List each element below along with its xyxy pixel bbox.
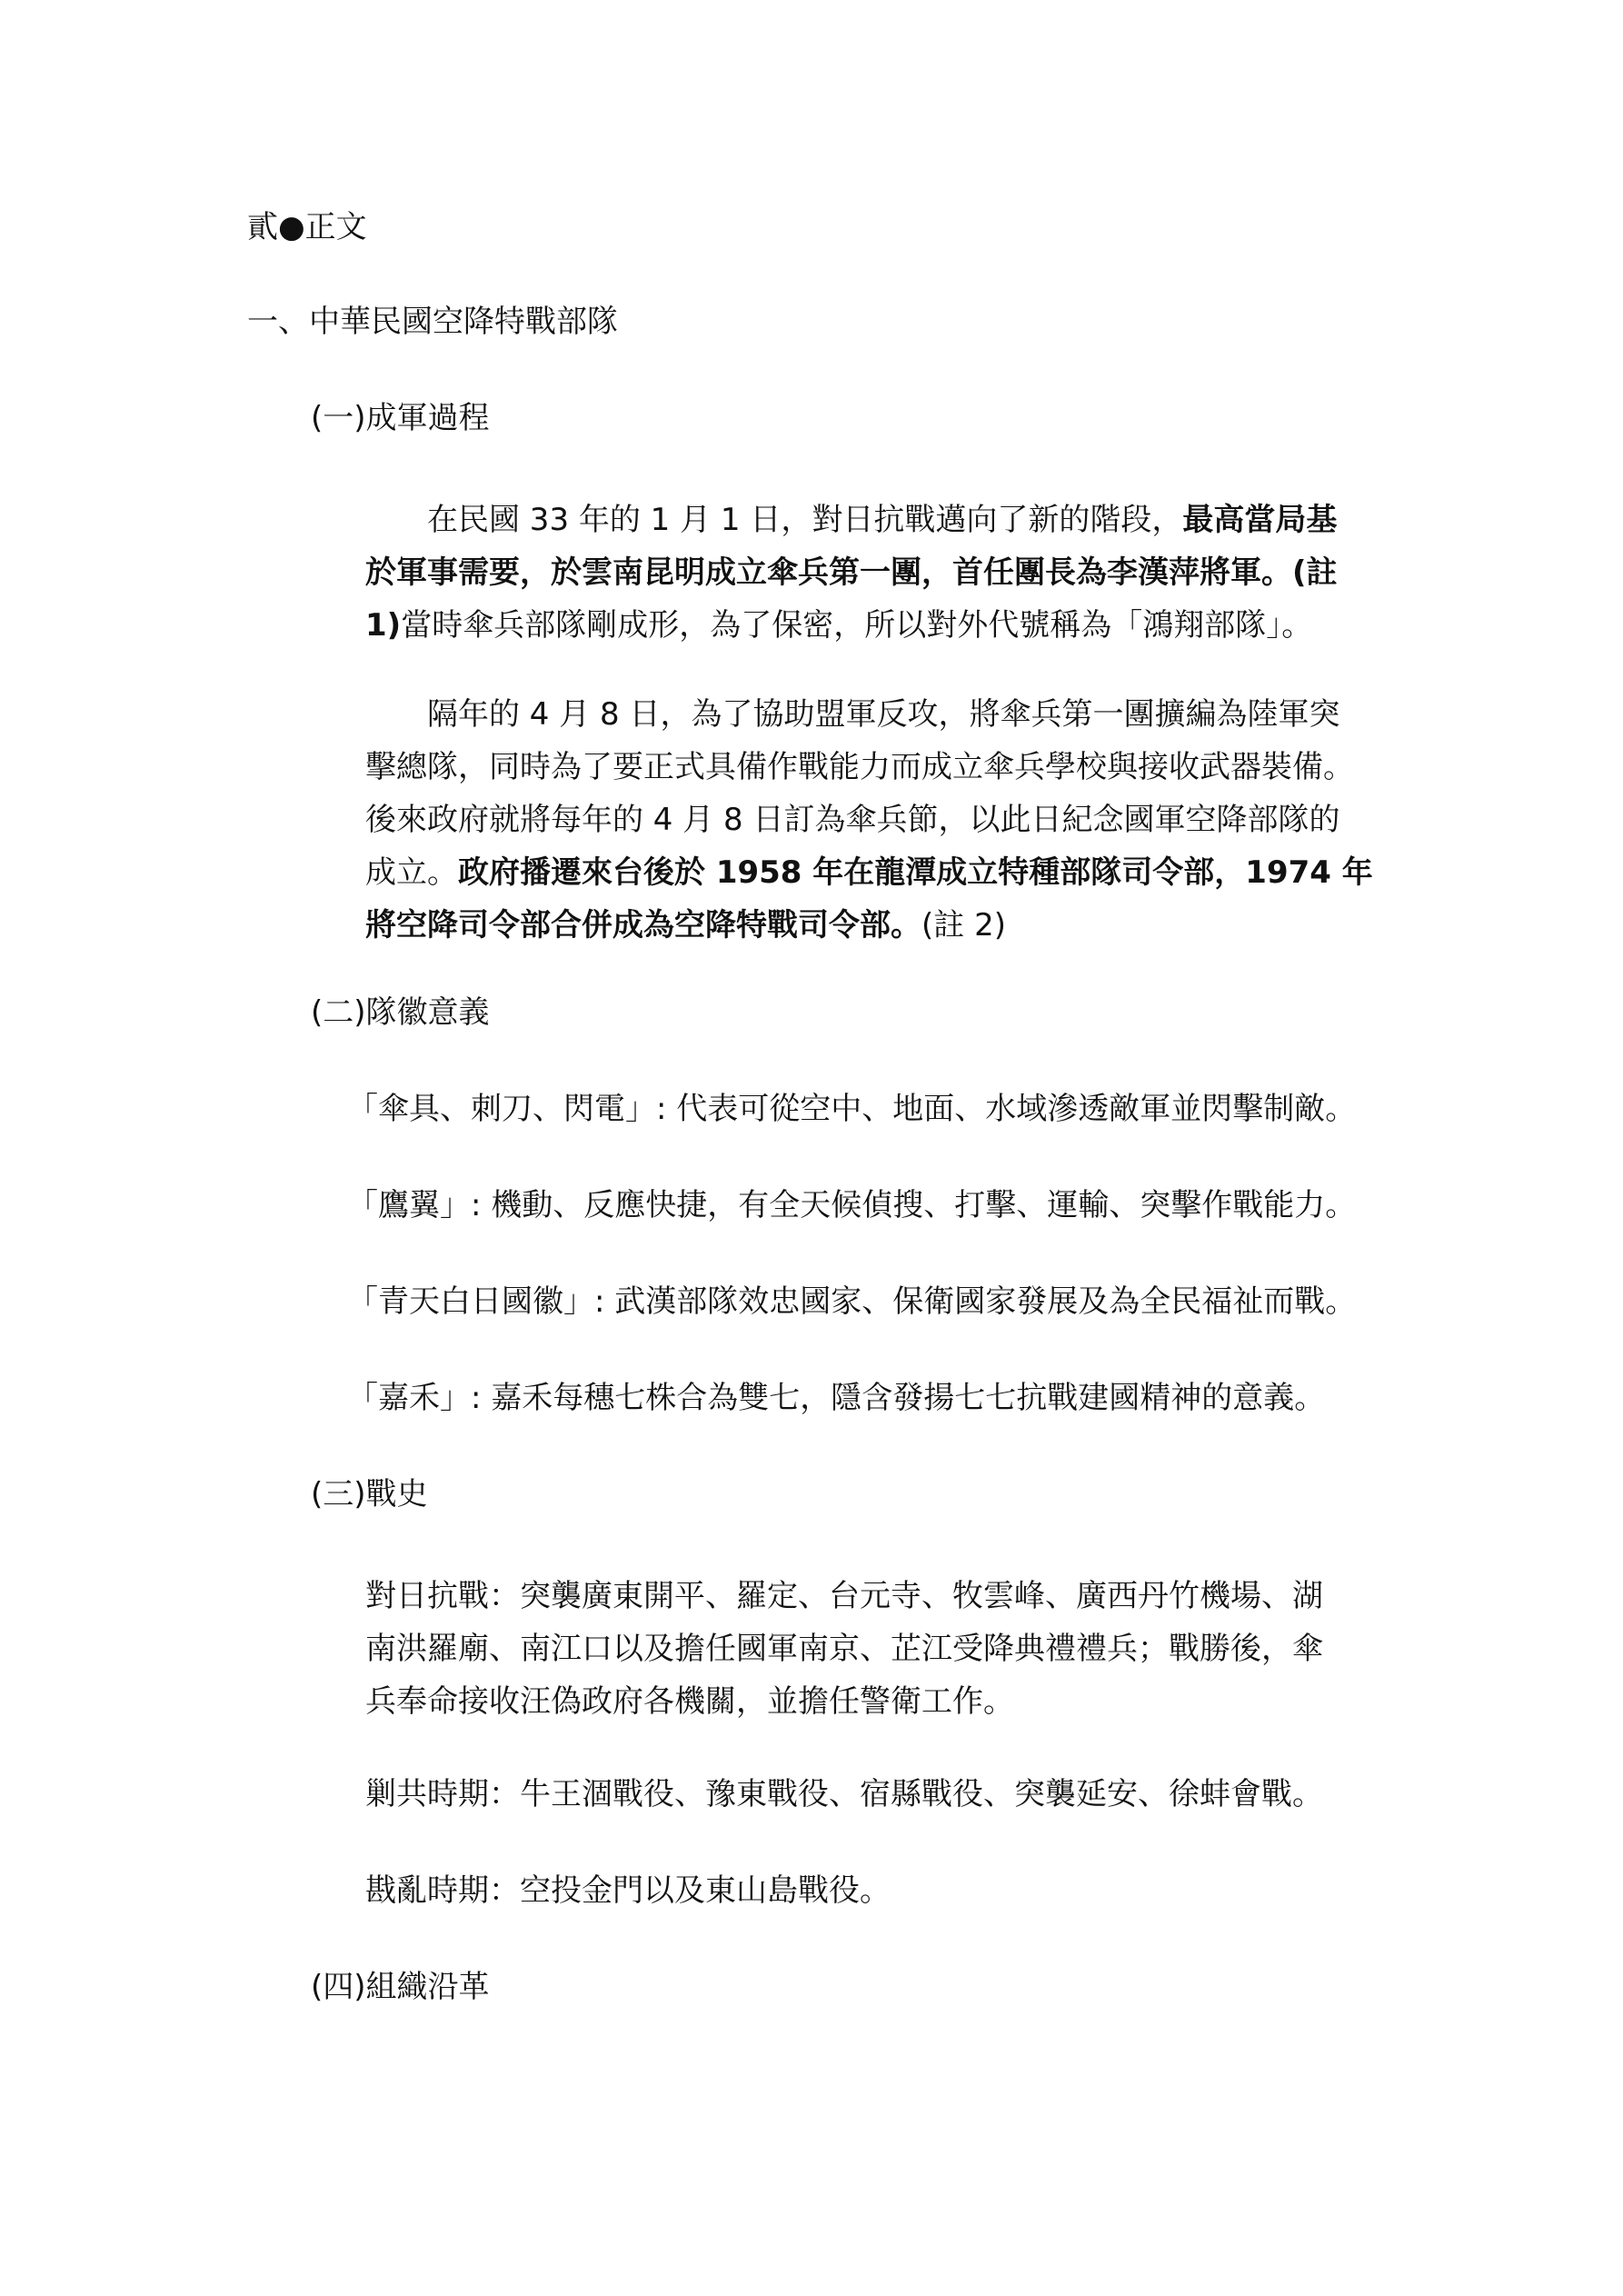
paragraph-line (365, 899, 1392, 952)
subsection-title-4: (四)組織沿革 (311, 1969, 490, 2005)
paragraph-history-1 (365, 1570, 1392, 1728)
paragraph-line: 於軍事需要，於雲南昆明成立傘兵第一團，首任團長為李漢萍將軍。(註 (365, 554, 1338, 591)
text-normal: (註 2) (921, 907, 1006, 943)
paragraph-line: 隔年的 4 月 8 日，為了協助盟軍反攻，將傘兵第一團擴編為陸軍突 (427, 696, 1340, 733)
paragraph-formation-2 (365, 688, 1392, 952)
emblem-item: 「鷹翼」: 機動、反應快捷，有全天候偵搜、打擊、運輸、突擊作戰能力。 (347, 1187, 1357, 1223)
paragraph-line: 南洪羅廟、南江口以及擔任國軍南京、芷江受降典禮禮兵；戰勝後，傘 (365, 1631, 1323, 1667)
text-bold: 1) (365, 607, 402, 644)
paragraph-line (365, 494, 1392, 546)
paragraph-history-3: 戡亂時期：空投金門以及東山島戰役。 (365, 1872, 891, 1909)
text-bold: 將空降司令部合併成為空降特戰司令部。 (365, 907, 921, 943)
subsection-title-2: (二)隊徽意義 (311, 994, 490, 1031)
section-title: 一、中華民國空降特戰部隊 (247, 304, 618, 340)
text-normal: 成立。 (365, 854, 458, 891)
text-normal: 當時傘兵部隊剛成形，為了保密，所以對外代號稱為「鴻翔部隊」。 (401, 607, 1313, 644)
text-bold: 最高當局基 (1182, 502, 1338, 538)
paragraph-line: 擊總隊，同時為了要正式具備作戰能力而成立傘兵學校與接收武器裝備。 (365, 749, 1354, 785)
paragraph-line: 對日抗戰：突襲廣東開平、羅定、台元寺、牧雲峰、廣西丹竹機場、湖 (365, 1578, 1323, 1614)
main-heading: 貳●正文 (247, 209, 367, 245)
text-normal: 在民國 33 年的 1 月 1 日，對日抗戰邁向了新的階段， (427, 502, 1183, 538)
paragraph-line (365, 599, 1392, 652)
paragraph-formation-1 (365, 494, 1392, 652)
paragraph-line (365, 846, 1392, 899)
paragraph-line: 後來政府就將每年的 4 月 8 日訂為傘兵節，以此日紀念國軍空降部隊的 (365, 802, 1340, 838)
paragraph-line: 兵奉命接收汪偽政府各機關，並擔任警衛工作。 (365, 1683, 1014, 1720)
emblem-item: 「傘具、刺刀、閃電」: 代表可從空中、地面、水域滲透敵軍並閃擊制敵。 (347, 1091, 1357, 1127)
text-bold: 政府播遷來台後於 1958 年在龍潭成立特種部隊司令部，1974 年 (458, 854, 1373, 891)
subsection-title-3: (三)戰史 (311, 1476, 428, 1512)
subsection-title-1: (一)成軍過程 (311, 400, 490, 436)
emblem-item: 「嘉禾」: 嘉禾每穗七株合為雙七，隱含發揚七七抗戰建國精神的意義。 (347, 1380, 1326, 1416)
paragraph-history-2: 剿共時期：牛王涸戰役、豫東戰役、宿縣戰役、突襲延安、徐蚌會戰。 (365, 1776, 1323, 1812)
emblem-item: 「青天白日國徽」: 武漢部隊效忠國家、保衛國家發展及為全民福祉而戰。 (347, 1283, 1357, 1320)
